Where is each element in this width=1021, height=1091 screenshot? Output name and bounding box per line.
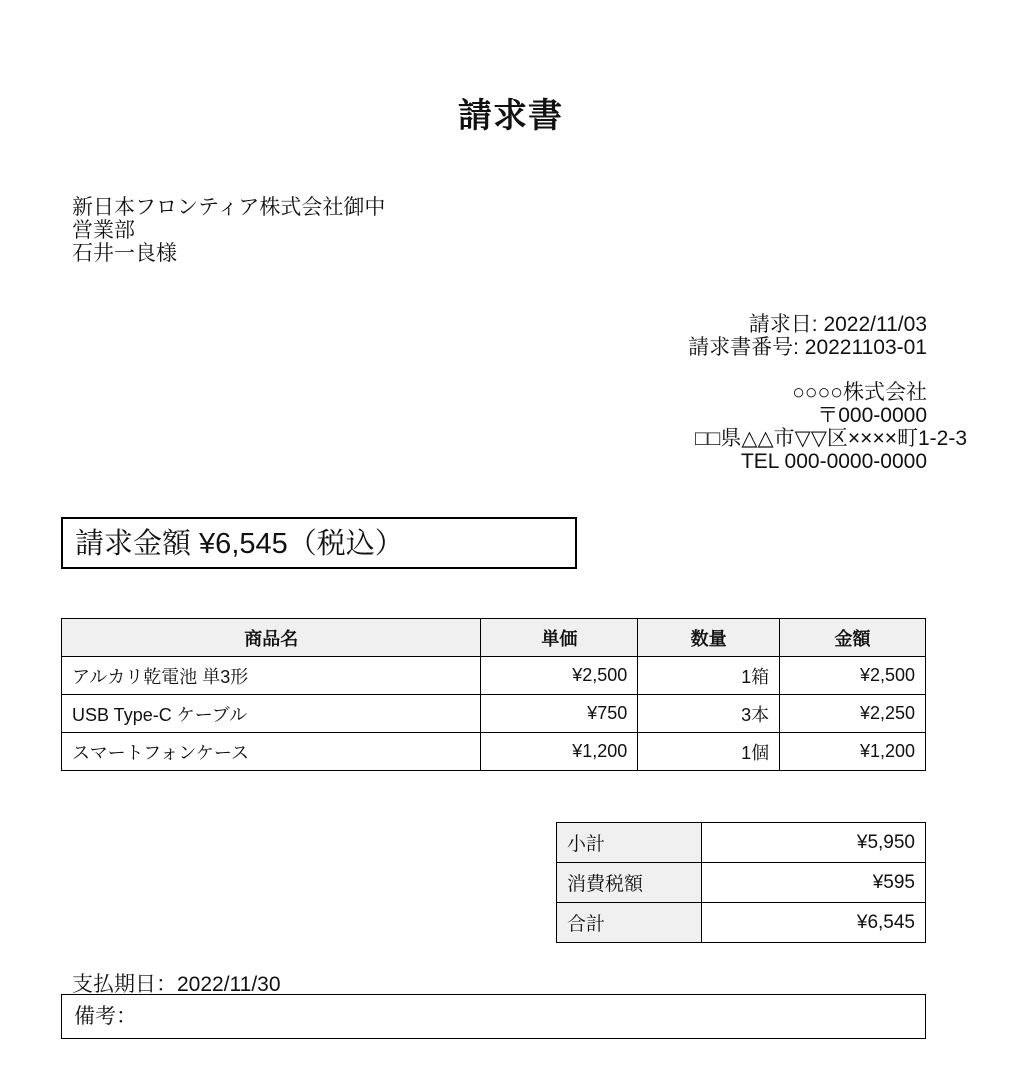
cell-quantity: 1個 (638, 733, 780, 771)
table-row (62, 657, 926, 695)
cell-unit-price: ¥1,200 (481, 733, 638, 771)
items-header-row (62, 619, 926, 657)
issuer-postal: 〒000-0000 (817, 404, 927, 427)
issuer-address: □□県△△市▽▽区××××町1-2-3 (694, 427, 967, 450)
notes-label: 備考： (74, 1005, 137, 1028)
header-amount: 金額 (780, 619, 926, 657)
tax-label: 消費税額 (557, 863, 702, 903)
page-title: 請求書 (458, 97, 563, 135)
cell-product-name: スマートフォンケース (62, 733, 481, 771)
issuer-company: ○○○○株式会社 (792, 381, 927, 404)
recipient-company: 新日本フロンティア株式会社御中 (72, 196, 386, 219)
tax-value: ¥595 (702, 863, 926, 903)
recipient-block (72, 196, 385, 265)
cell-product-name: アルカリ乾電池 単3形 (62, 657, 481, 695)
subtotal-value: ¥5,950 (702, 823, 926, 863)
header-unit-price: 単価 (481, 619, 638, 657)
total-value: ¥6,545 (702, 903, 926, 943)
items-table (61, 618, 926, 771)
notes-box (61, 994, 926, 1039)
cell-amount: ¥2,500 (780, 657, 926, 695)
issuer-tel: TEL 000-0000-0000 (740, 450, 927, 473)
header-product-name: 商品名 (62, 619, 481, 657)
payment-due-date: 支払期日：2022/11/30 (72, 973, 281, 996)
table-row (62, 695, 926, 733)
tax-row (557, 863, 926, 903)
totals-table (556, 822, 926, 943)
cell-amount: ¥1,200 (780, 733, 926, 771)
total-row (557, 903, 926, 943)
issue-date: 請求日: 2022/11/03 (748, 313, 927, 336)
total-label: 合計 (557, 903, 702, 943)
invoice-meta (688, 313, 927, 359)
recipient-department: 営業部 (72, 219, 135, 242)
cell-unit-price: ¥750 (481, 695, 638, 733)
subtotal-label: 小計 (557, 823, 702, 863)
cell-quantity: 3本 (638, 695, 780, 733)
cell-unit-price: ¥2,500 (481, 657, 638, 695)
amount-due-box: 請求金額 ¥6,545（税込） (61, 517, 577, 569)
recipient-person: 石井一良様 (72, 242, 177, 265)
cell-quantity: 1箱 (638, 657, 780, 695)
header-quantity: 数量 (638, 619, 780, 657)
cell-product-name: USB Type-C ケーブル (62, 695, 481, 733)
cell-amount: ¥2,250 (780, 695, 926, 733)
subtotal-row (557, 823, 926, 863)
issuer-block (694, 381, 967, 473)
table-row (62, 733, 926, 771)
invoice-number: 請求書番号: 20221103-01 (688, 336, 927, 359)
